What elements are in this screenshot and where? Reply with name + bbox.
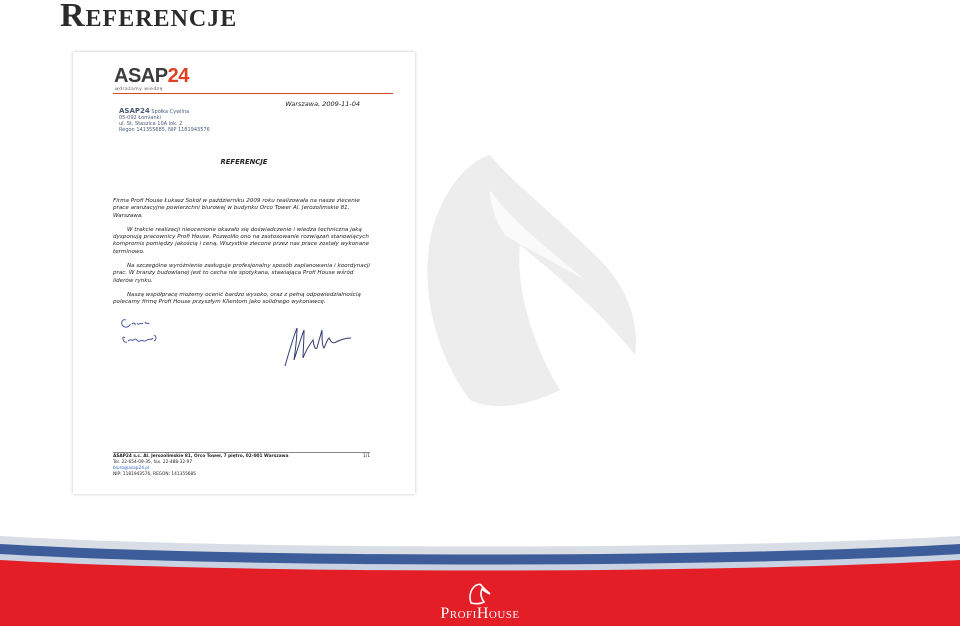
profihouse-house-icon — [400, 150, 650, 420]
brand-wordmark: ProfiHouse — [440, 605, 520, 622]
letter-paragraph: Naszą współpracę możemy ocenić bardzo wysoko, oraz z pełną odpowiedzialnością polecamy firmę Profi House przyszłym Klientom jako solidnego wykonawcę. — [113, 291, 361, 306]
letter-footer: 1/1 ASAP24 s.c. Al. Jerozolimskie 81, Orco Tower, 7 piętro, 02-001 Warszawa Tel. 22-654-09-35, fax. 22-488-32-97 biuro@asap24.pl NIP: 1181943576, REGON: 141355685 — [113, 454, 370, 477]
handwritten-signature-right — [273, 320, 358, 370]
asap24-logo: ASAP24 — [114, 65, 189, 87]
reference-letter-document — [73, 52, 415, 494]
company-stamp: ASAP24 Spółka Cywilna 05-092 Łomianki ul. St. Staszica 10A lok. 2 Regon 141355685, NIP 1181943576 — [119, 107, 210, 133]
letter-body — [113, 198, 375, 314]
profihouse-brand — [380, 580, 580, 626]
letter-paragraph: W trakcie realizacji nieocenione okazało się doświadczenie i wiedza techniczna jaką dysponują pracownicy Profi House. Pozwoliło ono na zastosowanie rozwiązań stanowiących kompromis pomiędzy jakością i ceną. Wszystkie zlecone przez nas prace zostały wykonane terminowo. — [113, 226, 370, 255]
page-number: 1/1 — [363, 454, 370, 459]
logo-tagline: wdrażamy wiedzę — [115, 87, 163, 92]
letter-paragraph: Firma Profi House Łukasz Sokół w październiku 2009 roku realizowała na nasze zlecenie prace aranżacyjne powierzchni biurowej w budynku Orco Tower Al. Jerozolimskie 81, Warszawa. — [113, 198, 360, 219]
page-title: Referencje — [60, 0, 238, 34]
letter-paragraph: Na szczególne wyróżnienie zasługuje profesjonalny sposób zaplanowania i koordynacji prac. W branży budowlanej jest to cecha nie spotykana, stawiająca Profi House wśród liderów rynku. — [113, 263, 370, 284]
letter-date: Warszawa, 2009-11-04 — [285, 100, 360, 108]
header-divider — [113, 93, 393, 94]
letter-heading: REFERENCJE — [220, 158, 268, 166]
handwritten-signature-left — [118, 314, 168, 350]
profihouse-house-icon — [468, 583, 492, 605]
